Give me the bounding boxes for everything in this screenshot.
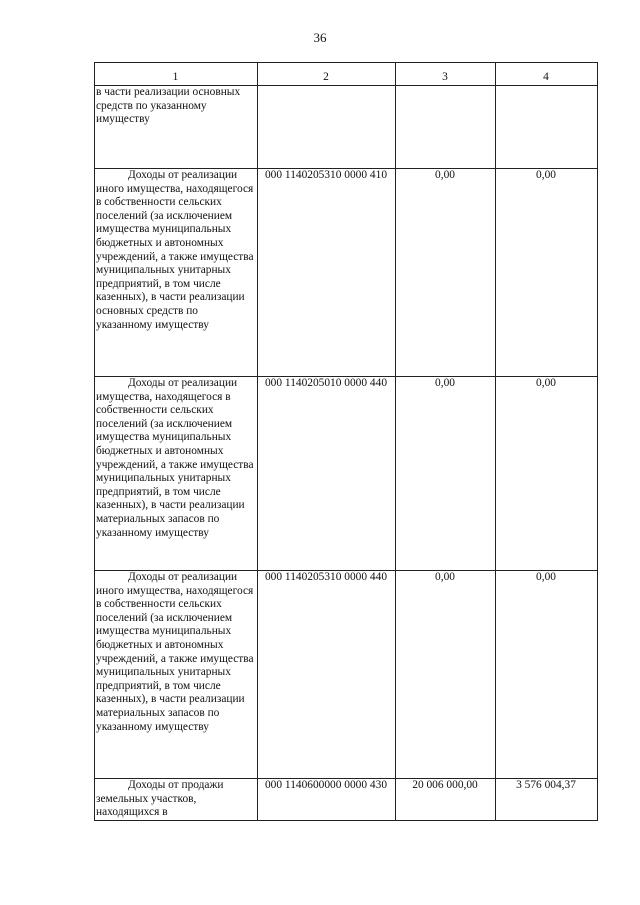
table-row	[95, 571, 598, 779]
table-row	[95, 169, 598, 377]
amount-cell: 3 576 004,37	[496, 779, 598, 821]
amount-cell: 0,00	[496, 571, 598, 779]
description-cell	[95, 169, 258, 377]
description-first-line: Доходы от реализации	[128, 571, 238, 583]
code-cell	[258, 86, 396, 169]
code-cell: 000 1140600000 0000 430	[258, 779, 396, 821]
description-text: земельных участков, находящихся в	[96, 792, 197, 819]
amount-cell: 20 006 000,00	[396, 779, 496, 821]
amount-cell: 0,00	[396, 169, 496, 377]
description-cell	[95, 377, 258, 571]
description-text: в части реализации основных средств по указанному имуществу	[96, 86, 241, 126]
description-cell	[95, 86, 258, 169]
description-text: иного имущества, находящегося в собственности сельских поселений (за исключением имущества муниципальных бюджетных и автономных учреждений, а также имущества муниципальных унитарных предприятий, в том числе казенных), в части реализации материальных запасов по указанному имуществу	[96, 584, 254, 733]
column-header: 4	[496, 63, 598, 86]
table-row	[95, 377, 598, 571]
description-cell	[95, 779, 258, 821]
column-header: 3	[396, 63, 496, 86]
description-first-line: Доходы от реализации	[128, 377, 238, 389]
page-number: 36	[313, 30, 327, 45]
amount-cell: 0,00	[496, 169, 598, 377]
column-header: 1	[95, 63, 258, 86]
amount-cell	[496, 86, 598, 169]
description-first-line: Доходы от реализации	[128, 169, 238, 181]
description-text: имущества, находящегося в собственности сельских поселений (за исключением имущества муниципальных бюджетных и автономных учреждений, а также имущества муниципальных унитарных предприятий, в том числе казенных), в части реализации материальных запасов по указанному имуществу	[96, 390, 254, 539]
description-cell	[95, 571, 258, 779]
revenue-table	[94, 62, 598, 821]
description-text: иного имущества, находящегося в собственности сельских поселений (за исключением имущества муниципальных бюджетных и автономных учреждений, а также имущества муниципальных унитарных предприятий, в том числе казенных), в части реализации основных средств по указанному имуществу	[96, 182, 254, 331]
table-row	[95, 779, 598, 821]
table-header-row	[95, 63, 598, 86]
amount-cell: 0,00	[396, 377, 496, 571]
code-cell: 000 1140205310 0000 440	[258, 571, 396, 779]
amount-cell: 0,00	[496, 377, 598, 571]
amount-cell	[396, 86, 496, 169]
column-header: 2	[258, 63, 396, 86]
description-first-line: Доходы от продажи	[128, 779, 224, 791]
code-cell: 000 1140205010 0000 440	[258, 377, 396, 571]
table-row	[95, 86, 598, 169]
amount-cell: 0,00	[396, 571, 496, 779]
code-cell: 000 1140205310 0000 410	[258, 169, 396, 377]
